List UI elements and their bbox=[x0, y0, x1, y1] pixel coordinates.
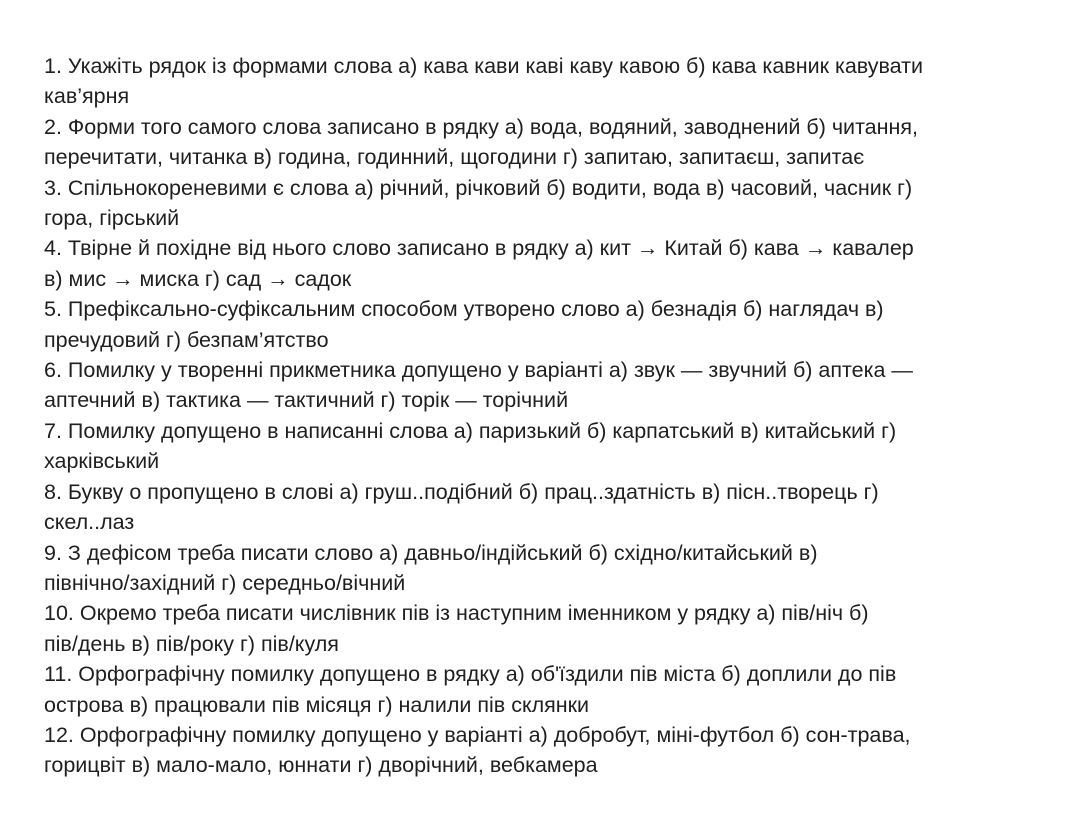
text-line: 2. Форми того самого слова записано в рядку а) вода, водяний, заводнений б) читання, bbox=[44, 114, 918, 139]
text-line: аптечний в) тактика — тактичний г) торік — торічний bbox=[44, 388, 569, 413]
text-line: горицвіт в) мало-мало, юннати г) дворічний, вебкамера bbox=[44, 753, 598, 778]
text-line: 6. Помилку у творенні прикметника допущено у варіанті а) звук — звучний б) аптека — bbox=[44, 358, 913, 383]
text-line: 5. Префіксально-суфіксальним способом утворено слово а) безнадія б) наглядач в) bbox=[44, 297, 884, 322]
text-line: 7. Помилку допущено в написанні слова а) паризький б) карпатський в) китайський г) bbox=[44, 418, 897, 443]
text-line: 12. Орфографічну помилку допущено у варіанті а) добробут, міні-футбол б) сон-трава, bbox=[44, 722, 911, 747]
text-line: пречудовий г) безпам’ятство bbox=[44, 327, 329, 352]
text-line: 10. Окремо треба писати числівник пів із наступним іменником у рядку а) пів/ніч б) bbox=[44, 601, 869, 626]
text-line: 1. Укажіть рядок із формами слова а) кава кави каві каву кавою б) кава кавник кавувати bbox=[44, 54, 924, 78]
text-line: кав’ярня bbox=[44, 84, 130, 109]
text-line: 9. З дефісом треба писати слово а) давньо/індійський б) східно/китайський в) bbox=[44, 540, 818, 565]
text-line: скел..лаз bbox=[44, 510, 135, 535]
document-text bbox=[44, 51, 1044, 781]
text-line: харківський bbox=[44, 449, 160, 474]
text-line: перечитати, читанка в) година, годинний, щогодини г) запитаю, запитаєш, запитає bbox=[44, 145, 865, 170]
text-line: 4. Твірне й похідне від нього слово записано в рядку а) кит → Китай б) кава → кавалер bbox=[44, 236, 914, 261]
text-line: в) мис → миска г) сад → садок bbox=[44, 266, 352, 291]
text-line: пів/день в) пів/року г) пів/куля bbox=[44, 631, 339, 656]
text-line: гора, гірський bbox=[44, 206, 180, 231]
text-line: 3. Спільнокореневими є слова а) річний, річковий б) водити, вода в) часовий, часник г) bbox=[44, 175, 913, 200]
text-line: північно/західний г) середньо/вічний bbox=[44, 570, 406, 595]
text-line: 8. Букву о пропущено в слові а) груш..подібний б) прац..здатність в) пісн..творець г) bbox=[44, 479, 879, 504]
text-line: острова в) працювали пів місяця г) налили пів склянки bbox=[44, 692, 590, 717]
text-line: 11. Орфографічну помилку допущено в рядку а) об'їздили пів міста б) доплили до пів bbox=[44, 662, 897, 687]
